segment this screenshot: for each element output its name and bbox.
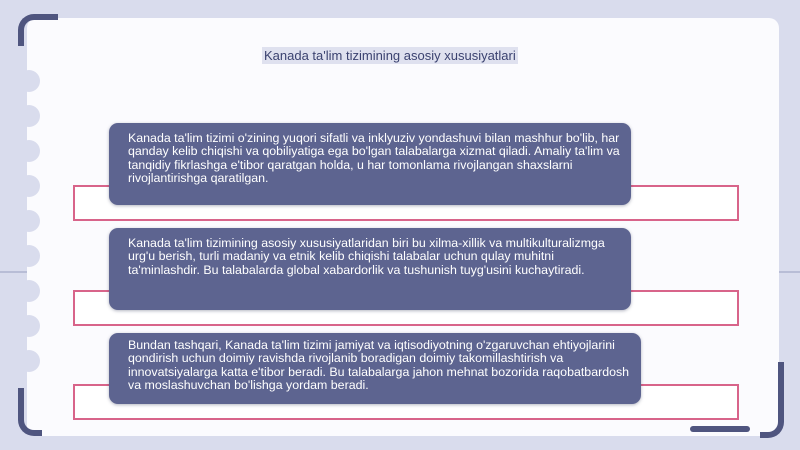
- info-card: [109, 333, 641, 404]
- corner-bracket-top-left: [18, 14, 58, 46]
- decor-line-right: [776, 271, 800, 273]
- punch-hole: [18, 105, 40, 127]
- decor-line-left: [0, 271, 30, 273]
- punch-hole: [18, 175, 40, 197]
- slide-title: Kanada ta'lim tizimining asosiy xususiyatlari: [264, 48, 516, 63]
- card-text: Kanada ta'lim tizimi o'zining yuqori sifatli va inklyuziv yondashuvi bilan mashhur bo'lib, har qanday kelib chiqishi va qobiliyatiga ega bo'lgan talabalarga xizmat qiladi. Amaliy ta'lim va tanqidiy fikrlashga e'tibor qaratgan holda, u har tomonlama rivojlangan shaxslarni rivojlantirishga qaratilgan.: [128, 131, 620, 186]
- punch-hole: [18, 315, 40, 337]
- punch-hole: [18, 245, 40, 267]
- info-card: [109, 228, 631, 310]
- corner-bracket-bottom-left: [18, 388, 42, 436]
- corner-bracket-bottom-right: [760, 362, 784, 438]
- punch-hole: [18, 140, 40, 162]
- punch-hole: [18, 70, 40, 92]
- card-text: Bundan tashqari, Kanada ta'lim tizimi jamiyat va iqtisodiyotning o'zgaruvchan ehtiyojlarini qondirish uchun doimiy ravishda rivojlanib boradigan doimiy takomillashtirish va innovatsiyalarga katta e'tibor beradi. Bu talabalarga jahon mehnat bozorida raqobatbardosh va moslashuvchan bo'lishga yordam beradi.: [128, 338, 630, 393]
- corner-bar-bottom-right: [690, 426, 750, 432]
- card-text: Kanada ta'lim tizimining asosiy xususiyatlaridan biri bu xilma-xillik va multikulturalizmga urg'u berish, turli madaniy va etnik kelib chiqishi talabalar uchun qulay muhitni ta'minlashdir. Bu talabalarda global xabardorlik va tushunish tuyg'usini kuchaytiradi.: [128, 236, 605, 277]
- punch-hole: [18, 350, 40, 372]
- info-card: [109, 123, 631, 205]
- punch-hole: [18, 280, 40, 302]
- punch-hole: [18, 210, 40, 232]
